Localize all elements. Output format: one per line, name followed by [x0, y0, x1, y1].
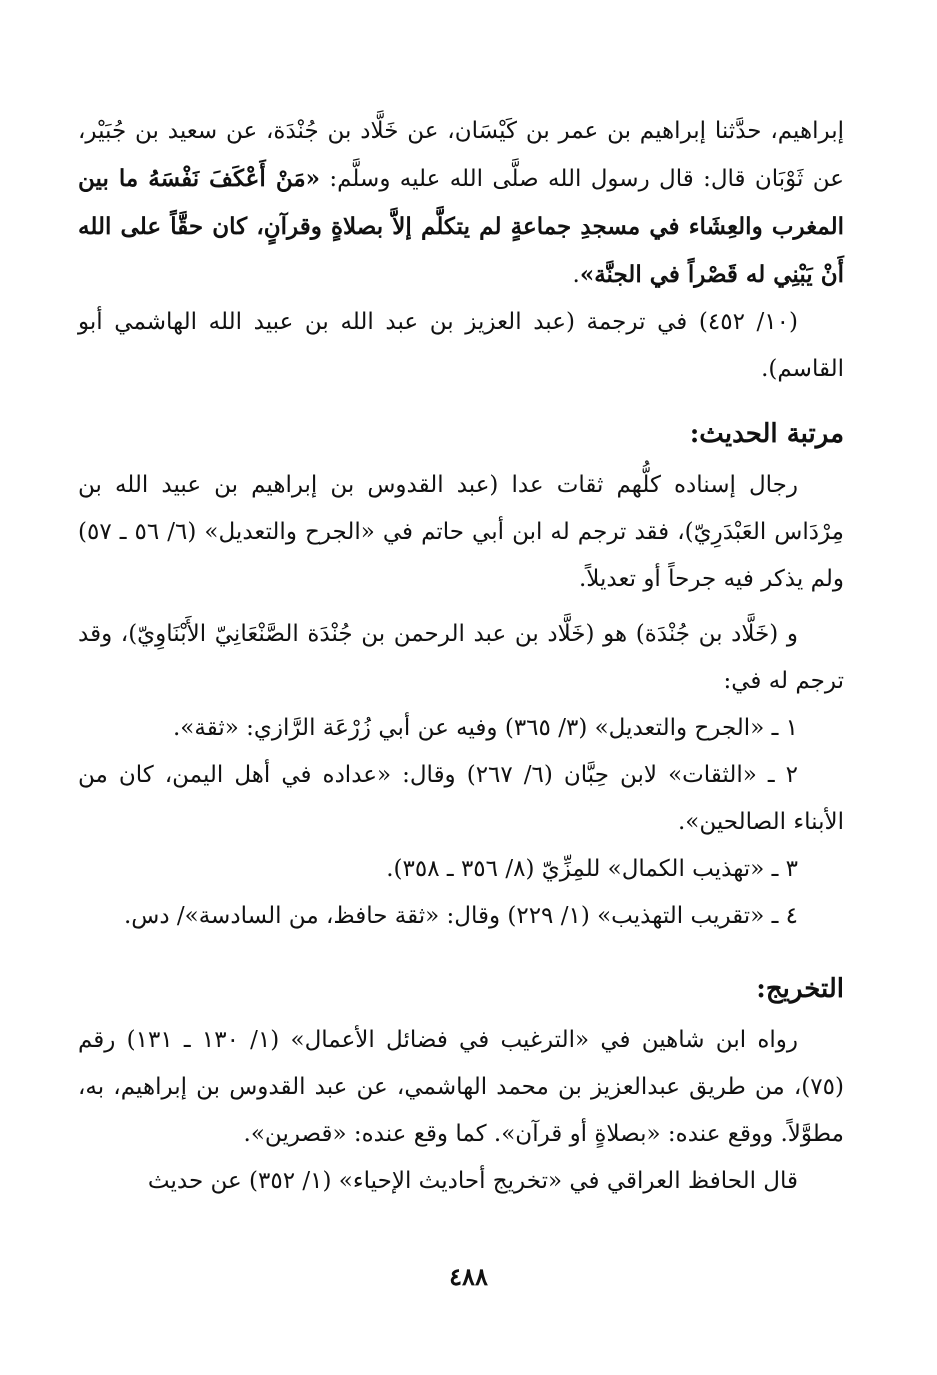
page-number: ٤٨٨ [449, 1262, 488, 1291]
paragraph-takhrij: رواه ابن شاهين في «الترغيب في فضائل الأعمال» (١/ ١٣٠ ـ ١٣١) رقم (٧٥)، من طريق عبدالعزيز بن محمد الهاشمي، عن عبد القدوس بن إبراهيم، به، مطوَّلاً. ووقع عنده: «بصلاةٍ أو قرآن». كما وقع عنده: «قصرين». [78, 1027, 844, 1147]
isnad-text: إبراهيم، حدَّثنا إبراهيم بن عمر بن كَيْسَان، عن خَلَّاد بن جُنْدَة، عن سعيد بن جُبَيْر، عن ثَوْبَان قال: قال رسول الله صلَّى الله عليه وسلَّم: [78, 118, 845, 192]
list-item-2: ٢ ـ «الثقات» لابن حِبَّان (٦/ ٢٦٧) وقال: «عداده في أهل اليمن، كان من الأبناء الصالحين». [78, 762, 844, 835]
page-content [78, 108, 844, 1308]
list-item-4: ٤ ـ «تقريب التهذيب» (١/ ٢٢٩) وقال: «ثقة حافظ، من السادسة»/ دس. [123, 903, 798, 929]
list-item-1: ١ ـ «الجرح والتعديل» (٣/ ٣٦٥) وفيه عن أبي زُرْعَة الرَّازي: «ثقة». [172, 715, 798, 741]
paragraph-narrators: رجال إسناده كلُّهم ثقات عدا (عبد القدوس بن إبراهيم بن عبيد الله بن مِرْدَاس العَبْدَرِيّ)، فقد ترجم له ابن أبي حاتم في «الجرح والتعديل» (٦/ ٥٦ ـ ٥٧) ولم يذكر فيه جرحاً أو تعديلاً. [78, 472, 844, 592]
heading-hadith-rank: مرتبة الحديث: [689, 419, 844, 449]
paragraph-khallad: و (خَلَّاد بن جُنْدَة) هو (خَلَّاد بن عبد الرحمن بن جُنْدَة الصَّنْعَانِيّ الأَبْنَاوِيّ)، وقد ترجم له في: [78, 621, 844, 694]
paragraph-isnad [78, 108, 844, 299]
heading-takhrij: التخريج: [756, 974, 844, 1004]
list-item-3: ٣ ـ «تهذيب الكمال» للمِزِّيّ (٨/ ٣٥٦ ـ ٣٥٨). [386, 856, 798, 882]
paragraph-iraqi: قال الحافظ العراقي في «تخريج أحاديث الإحياء» (١/ ٣٥٢) عن حديث [147, 1168, 798, 1194]
isnad-end: . [572, 262, 580, 288]
hadith-quote: «مَنْ أَعْكَفَ نَفْسَهُ ما بين المغرب والعِشَاء في مسجدِ جماعةٍ لم يتكلَّم إلاَّ بصلاةٍ وقرآنٍ، كان حقَّاً على الله أَنْ يَبْنِي له قَصْراً في الجنَّة» [78, 165, 844, 288]
paragraph-reference: (١٠/ ٤٥٢) في ترجمة (عبد العزيز بن عبد الله بن عبيد الله الهاشمي أبو القاسم). [78, 309, 844, 382]
